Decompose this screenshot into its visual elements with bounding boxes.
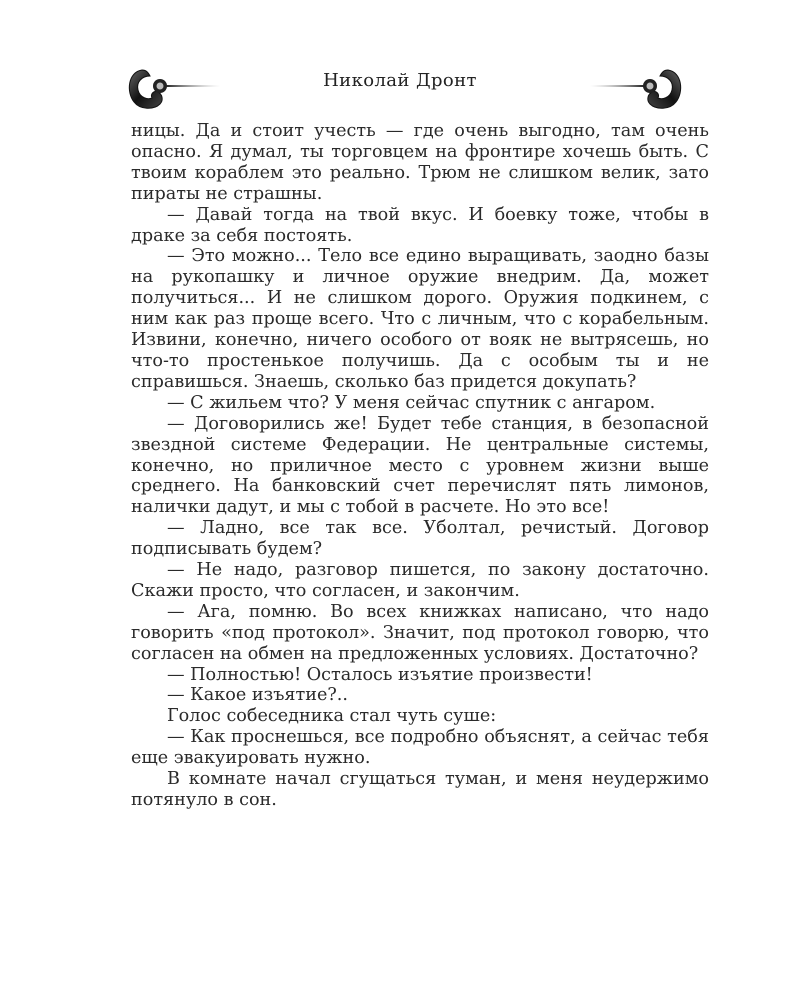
paragraph: — Ага, помню. Во всех книжках написано, что надо говорить «под протокол». Значит, под протокол говорю, что согласен на обмен на предложенных условиях. Достаточно? bbox=[131, 601, 709, 664]
running-title: Николай Дронт bbox=[323, 70, 477, 91]
paragraph: — Какое изъятие?.. bbox=[167, 685, 348, 706]
paragraph: — Ладно, все так все. Уболтал, речистый. Договор подписывать будем? bbox=[131, 518, 709, 560]
paragraph: — Полностью! Осталось изъятие произвести! bbox=[167, 664, 593, 685]
paragraph: Голос собеседника стал чуть суше: bbox=[167, 706, 497, 727]
paragraph: — Как проснешься, все подробно объяснят, а сейчас тебя еще эвакуировать нужно. bbox=[131, 727, 709, 769]
paragraph: ницы. Да и стоит учесть — где очень выгодно, там очень опасно. Я думал, ты торговцем на фронтире хочешь быть. С твоим кораблем это реально. Трюм не слишком велик, зато пираты не страшны. bbox=[131, 121, 709, 204]
running-header bbox=[0, 62, 800, 118]
paragraph: — Не надо, разговор пишется, по закону достаточно. Скажи просто, что согласен, и закончим. bbox=[131, 560, 709, 601]
paragraph: — Давай тогда на твой вкус. И боевку тоже, чтобы в драке за себя постоять. bbox=[131, 204, 709, 246]
paragraph: В комнате начал сгущаться туман, и меня неудержимо потянуло в сон. bbox=[131, 769, 709, 810]
paragraph: — С жильем что? У меня сейчас спутник с ангаром. bbox=[167, 392, 656, 413]
page-body bbox=[131, 121, 709, 811]
right-ornament-icon bbox=[590, 62, 690, 118]
paragraph: — Это можно... Тело все едино выращивать, заодно базы на рукопашку и личное оружие внедрим. Да, может получиться... И не слишком дорого. Оружия подкинем, с ним как раз проще всего. Что с личным, что с корабельным. Извини, конечно, ничего особого от вояк не вытрясешь, но что-то простенькое получишь. Да с особым ты и не справишься. Знаешь, сколько баз придется докупать? bbox=[131, 246, 709, 392]
paragraph: — Договорились же! Будет тебе станция, в безопасной звездной системе Федерации. Не центральные системы, конечно, но приличное место с уровнем жизни выше среднего. На банковский счет перечислят пять лимонов, налички дадут, и мы с тобой в расчете. Но это все! bbox=[131, 413, 709, 518]
